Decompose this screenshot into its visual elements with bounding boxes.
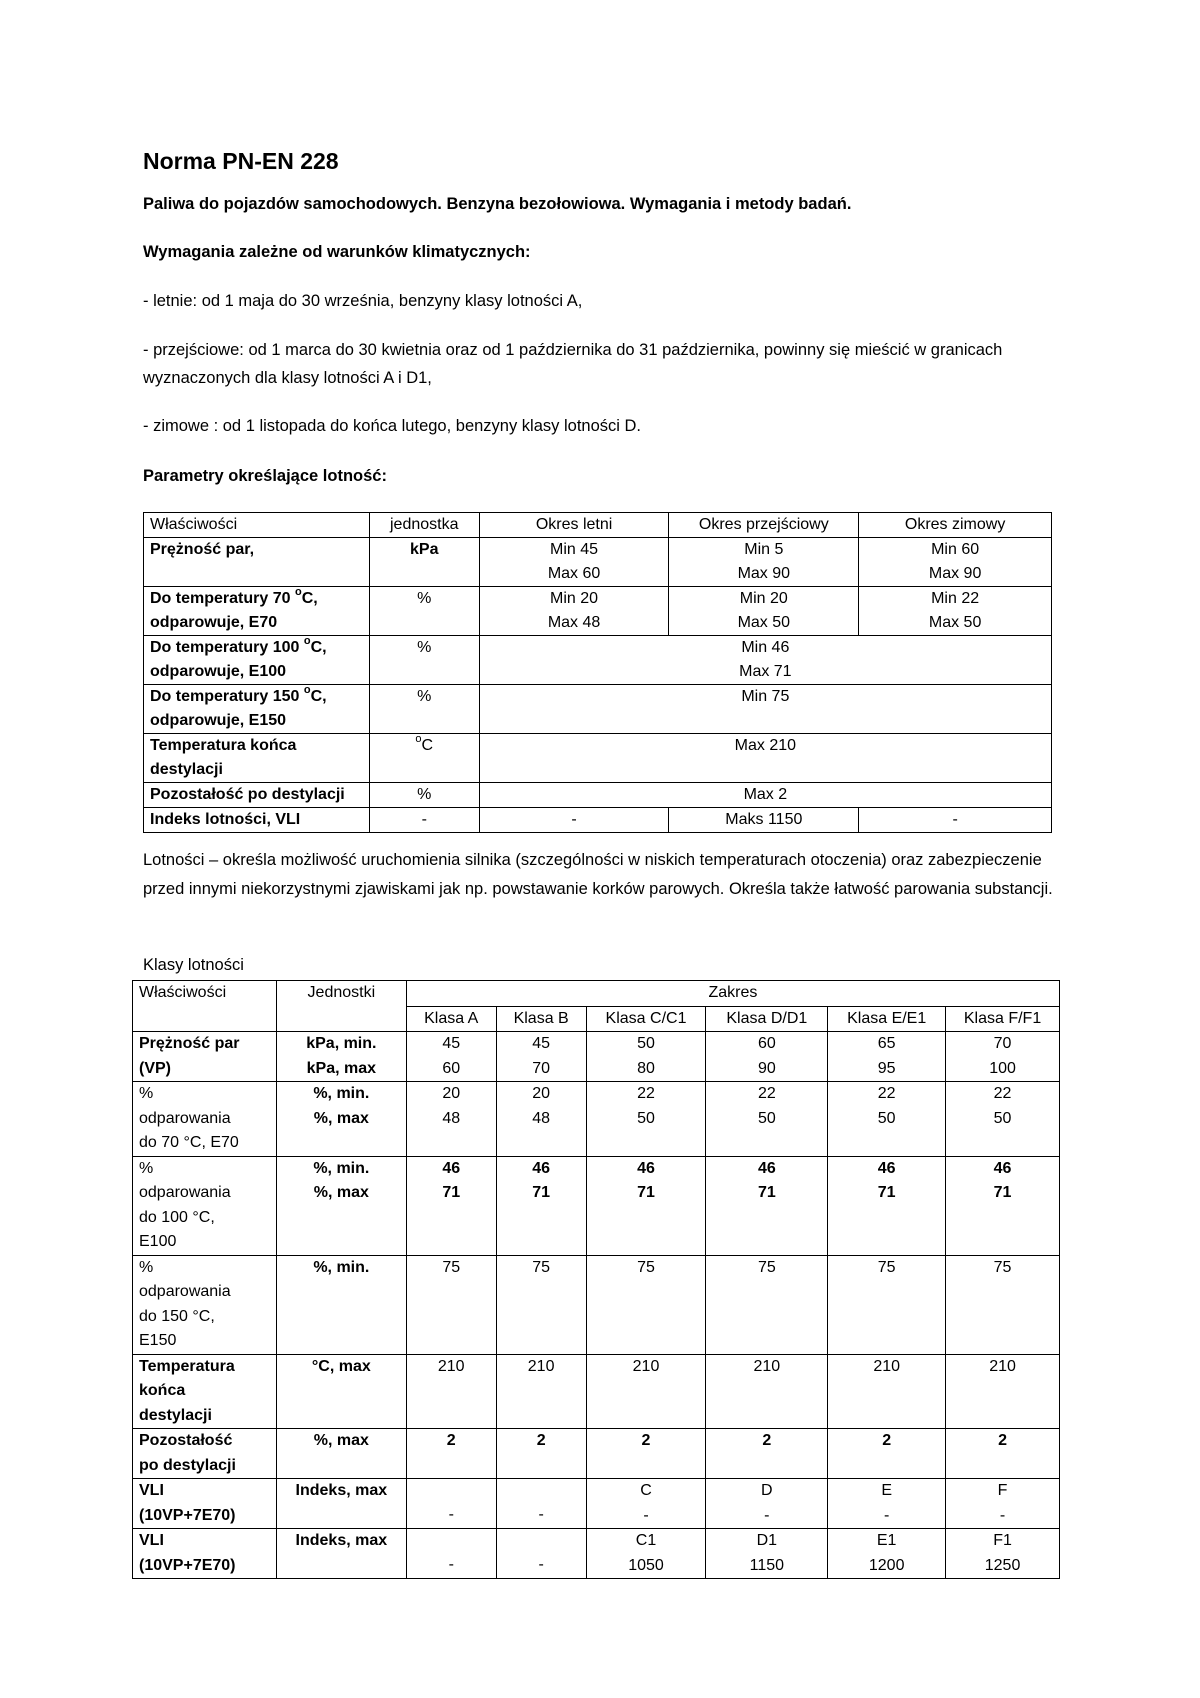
volatility-params-table	[143, 512, 1052, 833]
value-cell	[586, 1032, 706, 1082]
value-line: 75	[637, 1258, 655, 1276]
value-line: 60	[757, 1035, 776, 1052]
value-line: 50	[877, 1109, 896, 1127]
value-line: 71	[532, 1184, 551, 1201]
value-line: F	[997, 1482, 1008, 1499]
value-cell	[946, 1156, 1060, 1255]
property-label	[133, 1255, 277, 1354]
value-cell	[828, 1082, 946, 1157]
value-line: 70	[993, 1035, 1012, 1052]
value-line: C	[640, 1482, 652, 1499]
property-label	[133, 1354, 277, 1429]
value-line: 71	[442, 1184, 461, 1201]
value-cell: Min 45 Max 60	[479, 538, 669, 587]
value-cell	[406, 1255, 496, 1354]
property-label	[133, 1429, 277, 1479]
unit-cell: %	[369, 636, 479, 685]
label-line: (10VP+7E70)	[139, 1506, 236, 1524]
table-header-row	[144, 513, 1052, 538]
value-line: 1200	[868, 1556, 905, 1574]
unit-line: %, min.	[313, 1159, 370, 1177]
unit-cell	[276, 1479, 406, 1529]
label-line: po destylacji	[139, 1456, 236, 1474]
unit-cell: $^o$C	[369, 734, 479, 783]
header-cell: Właściwości	[133, 981, 277, 1032]
value-line: 46	[757, 1159, 776, 1177]
class-header: Klasa B	[496, 1006, 586, 1032]
unit-line: %, max	[313, 1184, 369, 1201]
value-line: -	[448, 1506, 454, 1523]
label-line: odparowania	[139, 1184, 231, 1201]
value-cell: Min 5 Max 90	[669, 538, 859, 587]
value-line: 70	[532, 1059, 551, 1077]
value-line: 50	[993, 1109, 1012, 1127]
value-cell	[496, 1479, 586, 1529]
value-cell	[496, 1156, 586, 1255]
value-line: 2	[882, 1432, 892, 1449]
value-cell: Min 20 Max 48	[479, 587, 669, 636]
label-line: do 70 °C, E70	[139, 1134, 239, 1151]
value-line: -	[448, 1556, 454, 1573]
value-cell	[406, 1156, 496, 1255]
value-line: E	[881, 1482, 892, 1499]
value-cell	[406, 1082, 496, 1157]
document-title: Norma PN-EN 228	[143, 148, 339, 174]
value-line: 22	[757, 1085, 776, 1102]
header-cell: Właściwości	[144, 513, 370, 538]
value-line: 46	[442, 1159, 461, 1177]
value-line: 60	[442, 1059, 461, 1077]
unit-line: kPa, max	[306, 1059, 377, 1077]
value-cell	[706, 1479, 828, 1529]
class-header: Klasa E/E1	[828, 1006, 946, 1032]
label-line: Pozostałość	[139, 1432, 233, 1449]
value-cell	[496, 1429, 586, 1479]
value-cell	[706, 1156, 828, 1255]
value-line: -	[643, 1506, 649, 1524]
value-cell: Max 210	[479, 734, 1051, 783]
label-line: E150	[139, 1332, 177, 1349]
label-line: odparowania	[139, 1109, 231, 1127]
unit-cell	[276, 1082, 406, 1157]
label-line: Temperatura	[139, 1357, 235, 1375]
header-cell: jednostka	[369, 513, 479, 538]
class-header: Klasa A	[406, 1006, 496, 1032]
value-cell	[586, 1255, 706, 1354]
unit-line: %, max	[313, 1432, 369, 1449]
value-line: 75	[757, 1258, 776, 1276]
unit-cell: kPa	[369, 538, 479, 587]
value-line: 75	[877, 1258, 896, 1276]
label-line: VLI	[139, 1482, 164, 1499]
value-cell: Min 22 Max 50	[859, 587, 1052, 636]
unit-cell: %	[369, 587, 479, 636]
value-line: 210	[437, 1357, 465, 1375]
unit-cell	[276, 1429, 406, 1479]
class-header: Klasa C/C1	[586, 1006, 706, 1032]
value-line: -	[884, 1506, 890, 1524]
value-line: 22	[877, 1085, 896, 1102]
table-row	[144, 734, 1052, 783]
table-row	[133, 1529, 1060, 1579]
table-row	[144, 538, 1052, 587]
volatility-classes-table	[132, 980, 1060, 1579]
value-cell: Max 2	[479, 783, 1051, 808]
value-cell	[946, 1082, 1060, 1157]
value-cell	[496, 1032, 586, 1082]
value-line: 45	[442, 1035, 461, 1052]
value-line: 46	[637, 1159, 655, 1177]
value-cell	[586, 1479, 706, 1529]
table-header-row	[133, 981, 1060, 1007]
value-cell: -	[479, 808, 669, 833]
property-label: Do temperatury 70 $^o$C, odparowuje, E70	[144, 587, 370, 636]
climate-heading: Wymagania zależne od warunków klimatycznych:	[143, 243, 531, 261]
label-line: %	[139, 1159, 154, 1177]
value-cell	[406, 1479, 496, 1529]
label-line: destylacji	[139, 1406, 212, 1424]
label-line: %	[139, 1258, 154, 1276]
value-cell	[586, 1156, 706, 1255]
value-line: D	[761, 1482, 773, 1499]
table-row	[133, 1255, 1060, 1354]
unit-line: %, min.	[313, 1258, 370, 1276]
property-label	[133, 1082, 277, 1157]
value-line: 80	[637, 1059, 655, 1077]
value-line: 90	[757, 1059, 776, 1077]
value-cell	[946, 1429, 1060, 1479]
value-cell	[828, 1156, 946, 1255]
value-cell	[706, 1354, 828, 1429]
value-line: 2	[641, 1432, 651, 1449]
value-line: E1	[876, 1532, 897, 1549]
value-line: 1250	[984, 1556, 1021, 1574]
table-row	[144, 685, 1052, 734]
volatility-definition: Lotności – określa możliwość uruchomienia silnika (szczególności w niskich temperaturach otoczenia) oraz zabezpieczenie przed innymi niekorzystnymi zjawiskami jak np. powstawanie korków parowych. Określa także łatwość parowania substancji.	[143, 851, 1053, 898]
unit-line: %, min.	[313, 1085, 370, 1102]
value-cell: Min 20 Max 50	[669, 587, 859, 636]
value-line: 210	[873, 1357, 901, 1375]
value-line: 210	[527, 1357, 555, 1375]
value-line: 2	[762, 1432, 772, 1449]
label-line: VLI	[139, 1532, 164, 1549]
value-cell	[586, 1429, 706, 1479]
value-cell	[706, 1032, 828, 1082]
value-cell	[828, 1479, 946, 1529]
value-line: 46	[532, 1159, 551, 1177]
table-row	[144, 783, 1052, 808]
value-cell	[406, 1429, 496, 1479]
value-line: 75	[993, 1258, 1012, 1276]
value-line: 1050	[628, 1556, 664, 1574]
value-line: 65	[877, 1035, 896, 1052]
value-cell	[586, 1354, 706, 1429]
value-cell	[946, 1354, 1060, 1429]
value-line: 48	[532, 1109, 551, 1127]
table-row	[133, 1032, 1060, 1082]
table-row	[133, 1354, 1060, 1429]
property-label	[133, 1156, 277, 1255]
value-cell	[828, 1354, 946, 1429]
value-line: 48	[442, 1109, 461, 1127]
value-cell	[706, 1529, 828, 1579]
value-cell	[496, 1529, 586, 1579]
value-line: 45	[532, 1035, 551, 1052]
label-line: odparowania	[139, 1283, 231, 1300]
value-line: 2	[998, 1432, 1007, 1449]
value-line: 50	[757, 1109, 776, 1127]
unit-line: kPa, min.	[306, 1035, 377, 1052]
header-cell: Okres przejściowy	[669, 513, 859, 538]
property-label: Do temperatury 150 $^o$C, odparowuje, E150	[144, 685, 370, 734]
value-cell	[586, 1082, 706, 1157]
header-cell: Zakres	[406, 981, 1059, 1007]
value-line: -	[764, 1506, 770, 1524]
value-line: D1	[756, 1532, 778, 1549]
value-cell	[828, 1032, 946, 1082]
value-cell	[946, 1529, 1060, 1579]
value-line: 2	[446, 1432, 456, 1449]
table-row	[133, 1479, 1060, 1529]
unit-cell	[276, 1032, 406, 1082]
label-line: Prężność par	[139, 1035, 240, 1052]
value-line: -	[538, 1506, 544, 1523]
document-subtitle: Paliwa do pojazdów samochodowych. Benzyna bezołowiowa. Wymagania i metody badań.	[143, 195, 852, 213]
header-cell: Jednostki	[276, 981, 406, 1032]
table-row	[144, 636, 1052, 685]
value-cell	[406, 1529, 496, 1579]
class-header: Klasa D/D1	[706, 1006, 828, 1032]
season-winter: - zimowe : od 1 listopada do końca lutego, benzyny klasy lotności D.	[143, 417, 642, 435]
value-cell	[706, 1429, 828, 1479]
table-row	[133, 1156, 1060, 1255]
unit-cell	[276, 1255, 406, 1354]
value-cell	[946, 1032, 1060, 1082]
property-label: Pozostałość po destylacji	[144, 783, 370, 808]
value-line: 71	[637, 1184, 655, 1201]
value-line: 71	[757, 1184, 776, 1201]
unit-cell: %	[369, 783, 479, 808]
unit-cell	[276, 1529, 406, 1579]
value-line: -	[999, 1506, 1006, 1524]
value-cell: Min 75	[479, 685, 1051, 734]
value-line: 2	[536, 1432, 546, 1449]
label-line: do 100 °C,	[139, 1208, 215, 1226]
value-cell: -	[859, 808, 1052, 833]
value-line: -	[538, 1556, 544, 1573]
label-line: (VP)	[139, 1059, 171, 1077]
value-line: 46	[877, 1159, 896, 1177]
value-cell	[828, 1255, 946, 1354]
table-row	[133, 1082, 1060, 1157]
property-label: Prężność par,	[144, 538, 370, 587]
value-cell	[946, 1479, 1060, 1529]
header-cell: Okres zimowy	[859, 513, 1052, 538]
value-cell	[406, 1032, 496, 1082]
value-cell	[828, 1529, 946, 1579]
season-summer: - letnie: od 1 maja do 30 września, benzyny klasy lotności A,	[143, 292, 583, 310]
value-line: 1150	[749, 1556, 785, 1574]
value-cell: Min 46 Max 71	[479, 636, 1051, 685]
property-label	[133, 1479, 277, 1529]
label-line: do 150 °C,	[139, 1307, 215, 1325]
value-line: 22	[993, 1085, 1012, 1102]
label-line: E100	[139, 1233, 177, 1250]
table-row	[133, 1429, 1060, 1479]
value-cell	[406, 1354, 496, 1429]
value-line: 20	[532, 1085, 551, 1102]
value-line: 50	[637, 1035, 655, 1052]
unit-cell: %	[369, 685, 479, 734]
value-line: 71	[993, 1184, 1012, 1201]
unit-line: Indeks, max	[295, 1532, 388, 1549]
value-line: 210	[989, 1357, 1016, 1375]
value-line: 71	[877, 1184, 896, 1201]
label-line: %	[139, 1085, 154, 1102]
value-cell: Maks 1150	[669, 808, 859, 833]
unit-cell: -	[369, 808, 479, 833]
property-label: Do temperatury 100 $^o$C, odparowuje, E100	[144, 636, 370, 685]
classes-heading: Klasy lotności	[143, 956, 244, 974]
label-line: (10VP+7E70)	[139, 1556, 236, 1574]
value-line: 22	[637, 1085, 655, 1102]
header-cell: Okres letni	[479, 513, 669, 538]
property-label: Indeks lotności, VLI	[144, 808, 370, 833]
value-cell	[496, 1082, 586, 1157]
value-line: 210	[753, 1357, 781, 1375]
value-line: 210	[632, 1357, 660, 1375]
value-cell	[946, 1255, 1060, 1354]
property-label	[133, 1529, 277, 1579]
label-line: końca	[139, 1382, 186, 1399]
value-line: 20	[442, 1085, 461, 1102]
value-cell: Min 60 Max 90	[859, 538, 1052, 587]
classes-table-body	[133, 1032, 1060, 1579]
value-line: 46	[993, 1159, 1012, 1177]
class-header: Klasa F/F1	[946, 1006, 1060, 1032]
unit-cell	[276, 1156, 406, 1255]
table-row	[144, 808, 1052, 833]
value-line: 50	[637, 1109, 655, 1127]
value-cell	[706, 1255, 828, 1354]
value-line: 75	[442, 1258, 461, 1276]
table-row	[144, 587, 1052, 636]
season-transitional: - przejściowe: od 1 marca do 30 kwietnia oraz od 1 października do 31 października, powinny się mieścić w granicach wyznaczonych dla klasy lotności A i D1,	[143, 341, 1003, 387]
value-cell	[496, 1354, 586, 1429]
value-cell	[496, 1255, 586, 1354]
value-line: 95	[877, 1059, 896, 1077]
value-line: F1	[993, 1532, 1012, 1549]
property-label: Temperatura końca destylacji	[144, 734, 370, 783]
value-line: 100	[989, 1059, 1016, 1077]
value-cell	[586, 1529, 706, 1579]
value-cell	[828, 1429, 946, 1479]
value-line: C1	[635, 1532, 657, 1549]
value-line: 75	[532, 1258, 551, 1276]
params-heading: Parametry określające lotność:	[143, 467, 387, 485]
value-cell	[706, 1082, 828, 1157]
unit-cell	[276, 1354, 406, 1429]
unit-line: °C, max	[311, 1357, 371, 1375]
unit-line: %, max	[313, 1109, 369, 1127]
property-label	[133, 1032, 277, 1082]
unit-line: Indeks, max	[295, 1482, 388, 1499]
